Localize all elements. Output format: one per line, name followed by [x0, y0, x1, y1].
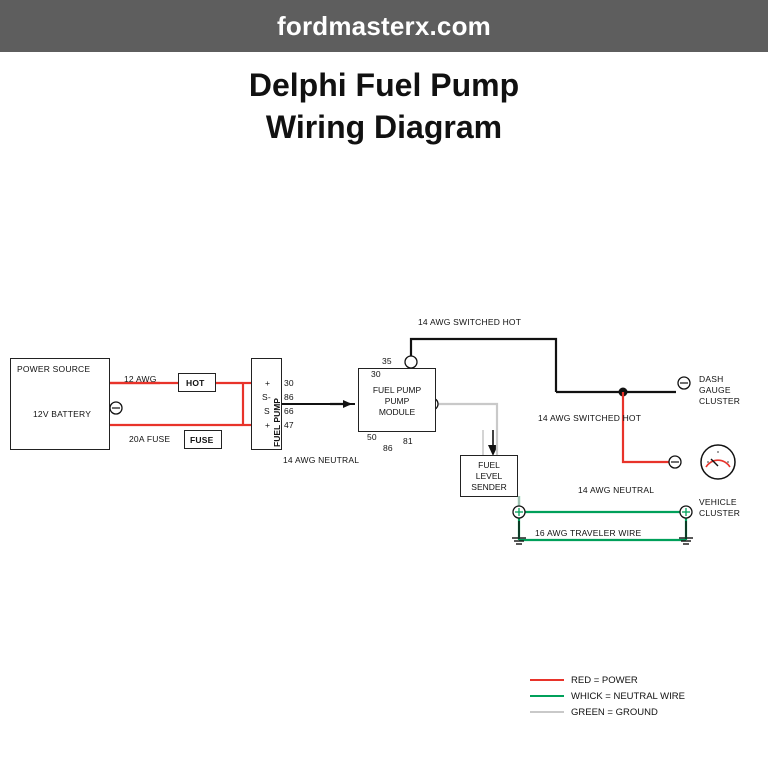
dash-cluster-line-1: DASH	[699, 374, 724, 384]
page-title-line-2: Wiring Diagram	[265, 109, 503, 145]
wire-label-12awg: 12 AWG	[124, 374, 157, 384]
relay-pin-30: 30	[284, 378, 294, 388]
relay-pin-prefix-1: +	[265, 378, 271, 388]
relay-pin-prefix-2: S-	[262, 392, 271, 402]
dash-cluster-line-2: GAUGE	[699, 385, 731, 395]
module-pin-30: 30	[371, 369, 381, 379]
wire-label-neutral-left: 14 AWG NEUTRAL	[283, 455, 360, 465]
relay-pin-66: 66	[284, 406, 294, 416]
wire-label-switched-hot-right: 14 AWG SWITCHED HOT	[538, 413, 642, 423]
dash-cluster-line-3: CLUSTER	[699, 396, 741, 406]
legend-item-power	[530, 672, 740, 688]
relay-label: FUEL PUMP	[272, 398, 282, 447]
legend-swatch-power	[530, 679, 564, 682]
relay-pin-47: 47	[284, 420, 294, 430]
battery-label: 12V BATTERY	[33, 409, 92, 419]
power-source-title: POWER SOURCE	[17, 364, 91, 374]
legend-swatch-neutral	[530, 695, 564, 698]
legend-swatch-ground	[530, 711, 564, 714]
sender-line-2: LEVEL	[475, 471, 503, 481]
module-pin-81: 81	[403, 436, 413, 446]
module-pin-35: 35	[382, 356, 392, 366]
hot-box-label: HOT	[186, 378, 205, 388]
fuse-box-label: FUSE	[190, 435, 214, 445]
legend-label-ground: GREEN = GROUND	[571, 706, 658, 718]
legend-label-neutral: WHICK = NEUTRAL WIRE	[571, 690, 685, 702]
module-line-2: PUMP	[384, 396, 410, 406]
legend-item-neutral	[530, 688, 740, 704]
legend	[530, 672, 740, 720]
legend-item-ground	[530, 704, 740, 720]
site-name: fordmasterx.com	[277, 10, 491, 41]
relay-pin-prefix-4: +	[265, 420, 271, 430]
relay-pin-prefix-3: S	[264, 406, 270, 416]
wire-label-20a-fuse: 20A FUSE	[129, 434, 171, 444]
vehicle-cluster-line-2: CLUSTER	[699, 508, 741, 518]
relay-pin-86: 86	[284, 392, 294, 402]
sender-line-1: FUEL	[478, 460, 500, 470]
legend-label-power: RED = POWER	[571, 674, 638, 686]
module-pin-50: 50	[367, 432, 377, 442]
sender-line-3: SENDER	[471, 482, 507, 492]
page-title-line-1: Delphi Fuel Pump	[248, 67, 520, 103]
module-line-3: MODULE	[378, 407, 416, 417]
wire-label-switched-hot-top: 14 AWG SWITCHED HOT	[418, 317, 522, 327]
module-pin-86: 86	[383, 443, 393, 453]
wire-label-traveler: 16 AWG TRAVELER WIRE	[535, 528, 642, 538]
module-line-1: FUEL PUMP	[372, 385, 422, 395]
wire-label-neutral-right: 14 AWG NEUTRAL	[578, 485, 655, 495]
vehicle-cluster-line-1: VEHICLE	[699, 497, 737, 507]
